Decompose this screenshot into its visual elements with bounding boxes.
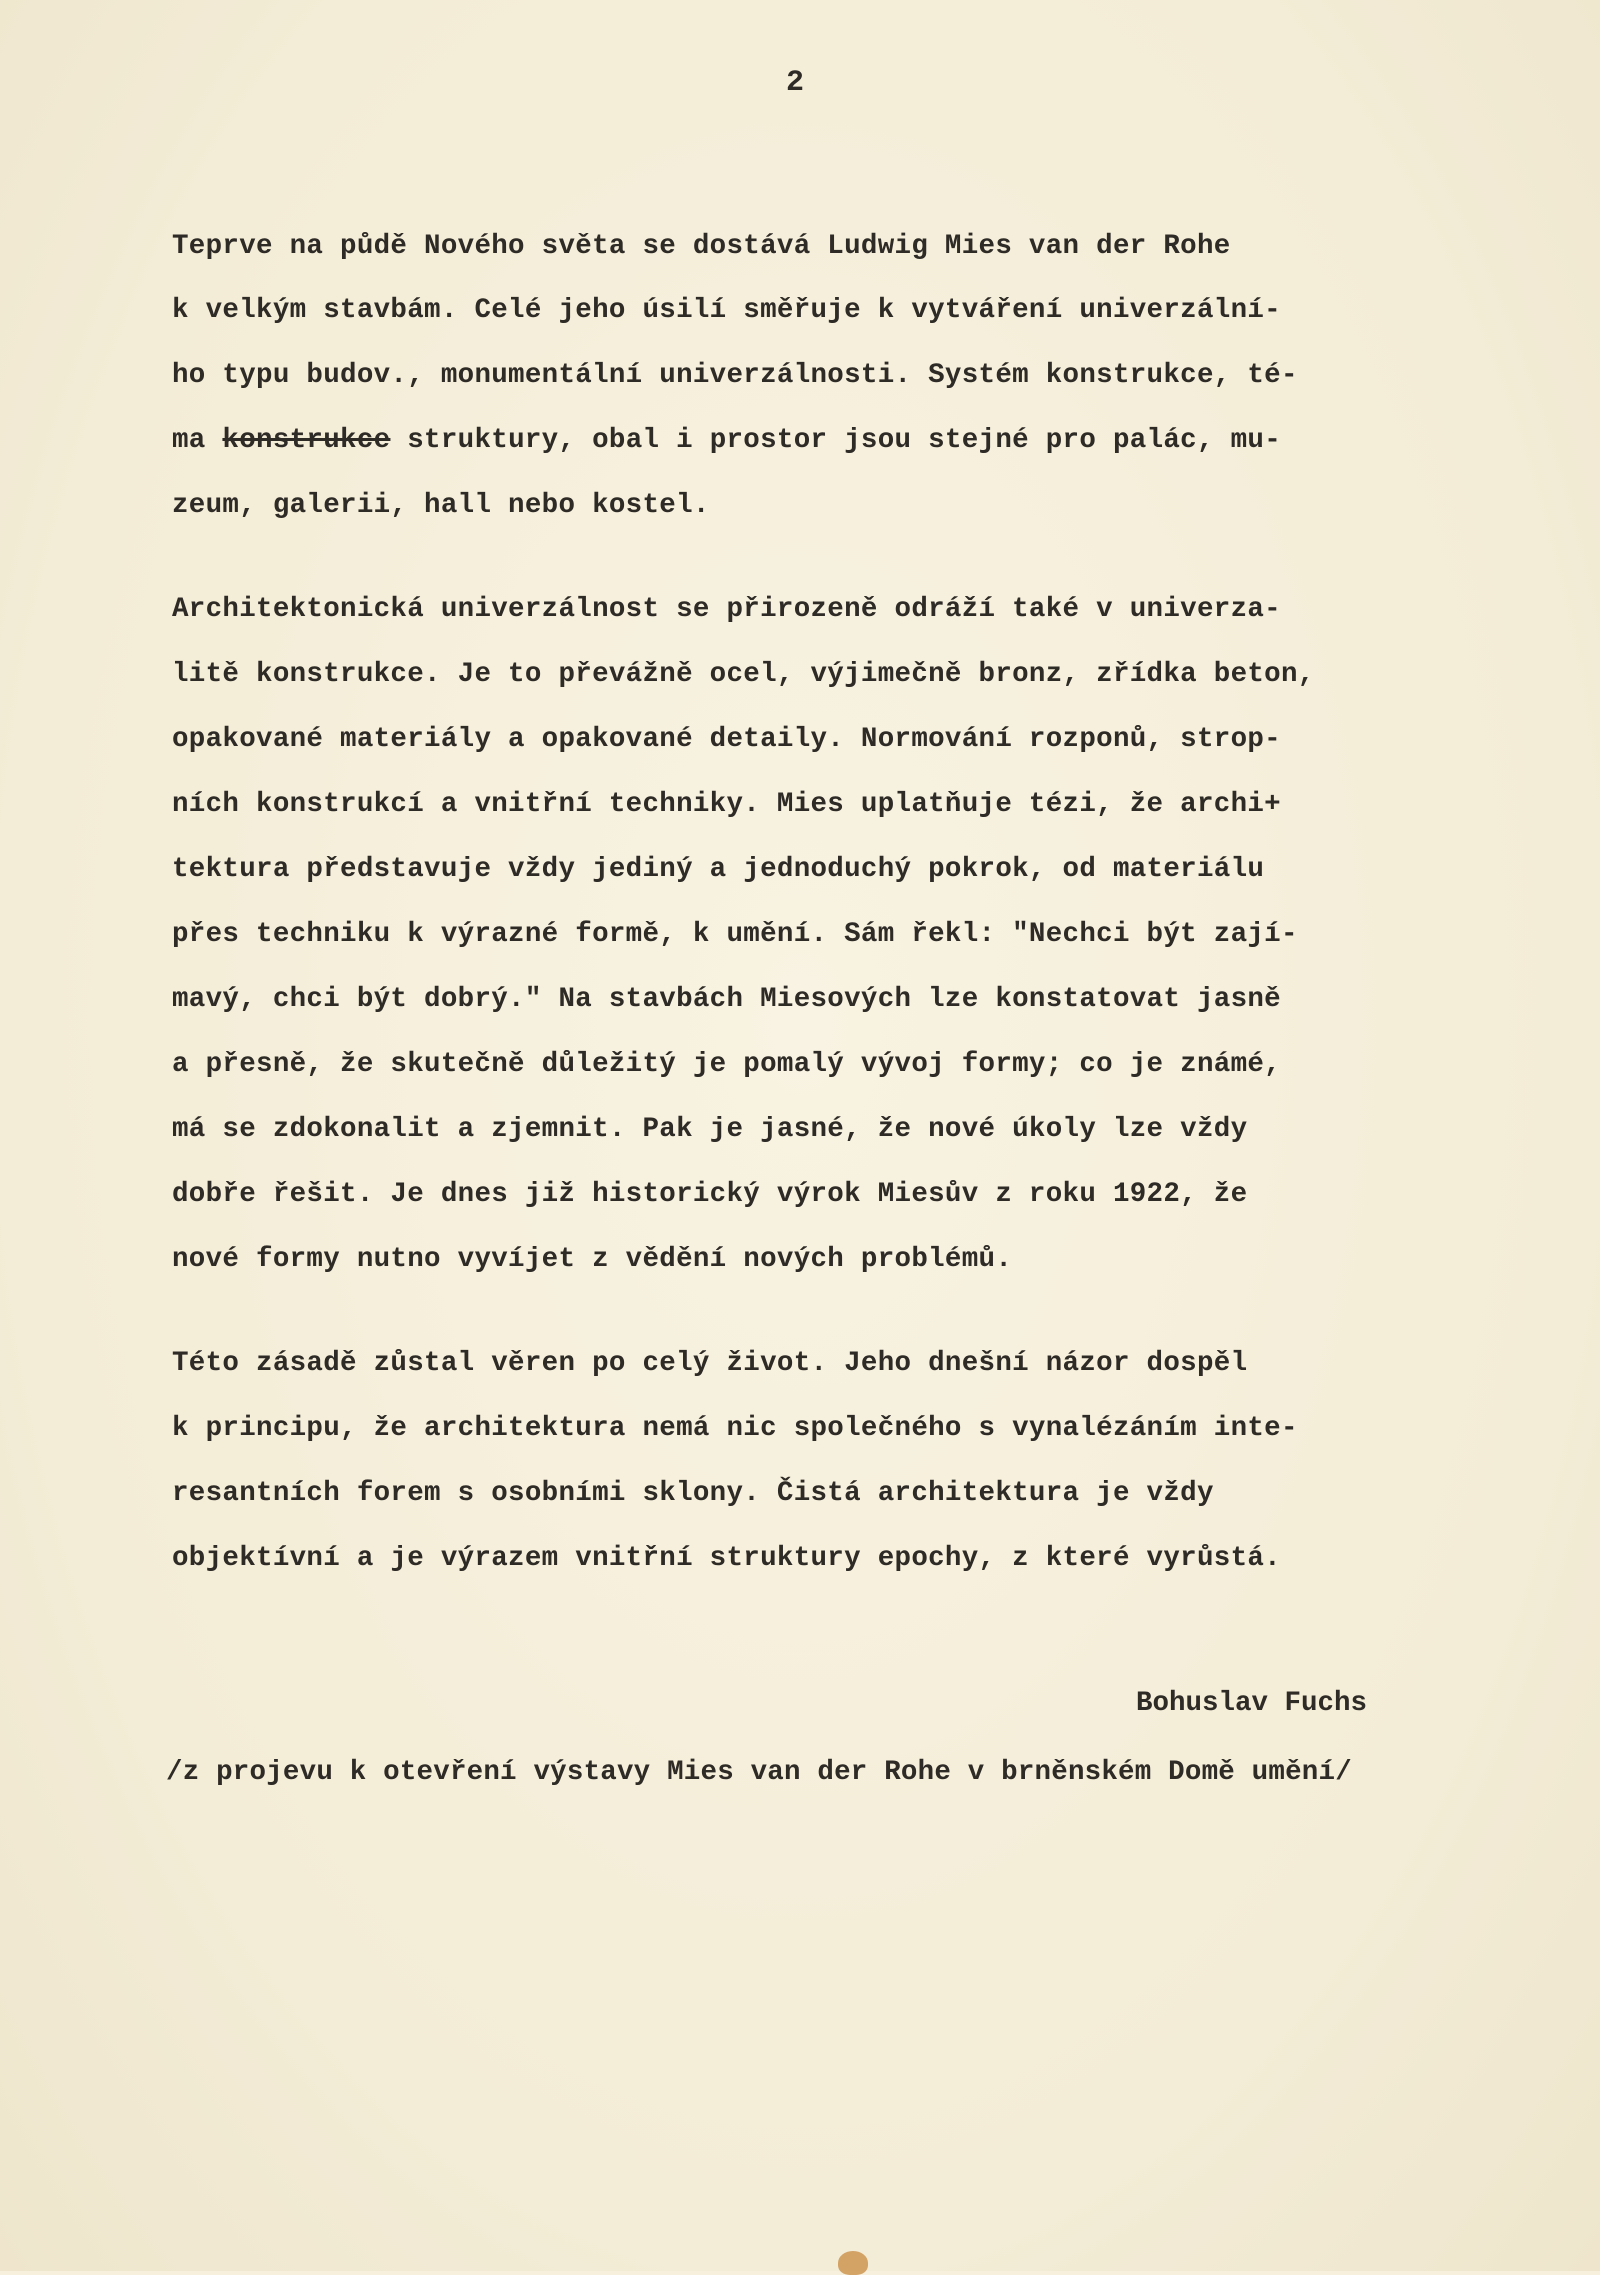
paragraph-3-line-1: Této zásadě zůstal věren po celý život. Jeho dnešní názor dospěl (172, 1348, 1248, 1379)
paragraph-2-line-7: mavý, chci být dobrý." Na stavbách Miesových lze konstatovat jasně (172, 984, 1281, 1015)
paragraph-1-line-3: ho typu budov., monumentální univerzálnosti. Systém konstrukce, té- (172, 360, 1298, 391)
paragraph-1-line-1: Teprve na půdě Nového světa se dostává Ludwig Mies van der Rohe (172, 231, 1231, 262)
paragraph-2-line-4: ních konstrukcí a vnitřní techniky. Mies uplatňuje tézi, že archi+ (172, 789, 1281, 820)
paragraph-1-line-2: k velkým stavbám. Celé jeho úsilí směřuje k vytváření univerzální- (172, 295, 1281, 326)
signature: Bohuslav Fuchs (1136, 1688, 1368, 1719)
paragraph-3-line-3: resantních forem s osobními sklony. Čistá architektura je vždy (172, 1478, 1214, 1509)
struck-word: konstrukce (222, 425, 391, 456)
page-number: 2 (786, 66, 805, 100)
paragraph-2-line-9: má se zdokonalit a zjemnit. Pak je jasné, že nové úkoly lze vždy (172, 1114, 1248, 1145)
paragraph-1-line-4: ma konstrukce struktury, obal i prostor jsou stejné pro palác, mu- (172, 425, 1281, 456)
paragraph-2-line-5: tektura představuje vždy jediný a jednoduchý pokrok, od materiálu (172, 854, 1265, 885)
paragraph-2-line-6: přes techniku k výrazné formě, k umění. Sám řekl: "Nechci být zají- (172, 919, 1298, 950)
paragraph-2-line-2: litě konstrukce. Je to převážně ocel, výjimečně bronz, zřídka beton, (172, 659, 1315, 690)
paragraph-1-line-5: zeum, galerii, hall nebo kostel. (172, 490, 710, 521)
paragraph-2-line-8: a přesně, že skutečně důležitý je pomalý vývoj formy; co je známé, (172, 1049, 1281, 1080)
paragraph-2-line-10: dobře řešit. Je dnes již historický výrok Miesův z roku 1922, že (172, 1179, 1248, 1210)
paragraph-2-line-11: nové formy nutno vyvíjet z vědění nových problémů. (172, 1244, 1013, 1275)
paragraph-3-line-4: objektívní a je výrazem vnitřní struktury epochy, z které vyrůstá. (172, 1543, 1281, 1574)
source-note: /z projevu k otevření výstavy Mies van der Rohe v brněnském Domě umění/ (166, 1757, 1352, 1788)
paragraph-3-line-2: k principu, že architektura nemá nic společného s vynalézáním inte- (172, 1413, 1298, 1444)
paragraph-2-line-1: Architektonická univerzálnost se přirozeně odráží také v univerza- (172, 594, 1281, 625)
paragraph-2-line-3: opakované materiály a opakované detaily. Normování rozponů, strop- (172, 724, 1281, 755)
paper-stain (838, 2251, 868, 2275)
